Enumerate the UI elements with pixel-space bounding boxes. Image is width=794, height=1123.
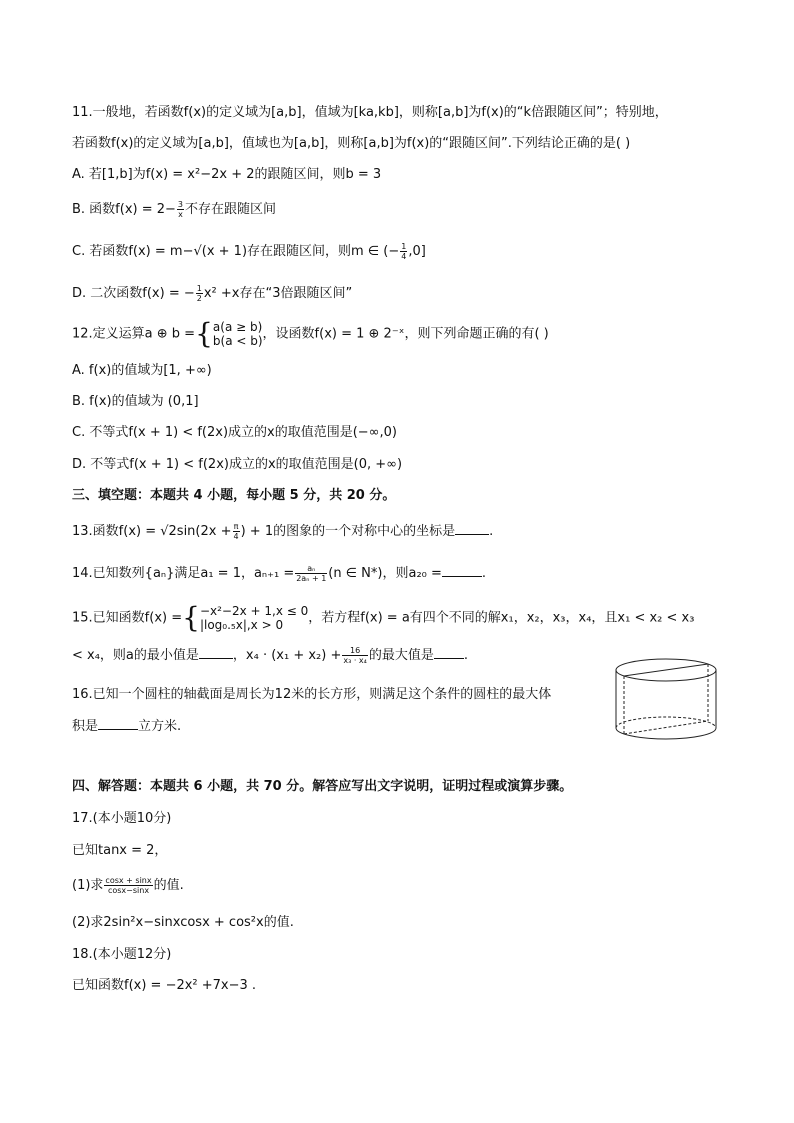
q15-cases	[200, 604, 308, 632]
fraction-numerator: cosx + sinx	[105, 876, 152, 885]
q12-option-b: B. f(x)的值域为 (0,1]	[72, 394, 199, 409]
q14	[72, 564, 486, 583]
left-brace-icon: {	[195, 317, 213, 350]
q11-option-d-fraction	[196, 284, 203, 303]
answer-blank[interactable]	[442, 564, 482, 577]
q18-title: 18.(本小题12分)	[72, 947, 172, 962]
q17-title: 17.(本小题10分)	[72, 811, 172, 826]
fraction-denominator: 2	[196, 294, 202, 303]
q17-part2: (2)求2sin²x−sinxcosx + cos²x的值.	[72, 915, 294, 930]
q12-option-d: D. 不等式f(x + 1) < f(2x)成立的x的取值范围是(0, +∞)	[72, 457, 403, 472]
fraction-denominator: x₃ · x₄	[343, 656, 367, 665]
q12-cases	[213, 320, 263, 348]
q11-option-c	[72, 242, 426, 261]
q15-pre: 15.已知函数f(x) =	[72, 610, 183, 626]
q11-option-d-pre: D. 二次函数f(x) = −	[72, 286, 195, 301]
q11-option-b	[72, 200, 276, 219]
fraction-denominator: cosx−sinx	[107, 886, 150, 895]
fraction-numerator: 1	[196, 284, 202, 293]
answer-blank[interactable]	[434, 646, 464, 659]
q12-option-c: C. 不等式f(x + 1) < f(2x)成立的x的取值范围是(−∞,0)	[72, 425, 397, 440]
cylinder-figure	[612, 656, 722, 744]
q15-case-1: −x²−2x + 1,x ≤ 0	[199, 604, 309, 618]
q12-case-1: a(a ≥ b)	[212, 320, 263, 334]
q16-line2-pre: 积是	[72, 719, 99, 734]
q12-stem	[72, 317, 549, 350]
q11-option-b-pre: B. 函数f(x) = 2−	[72, 202, 176, 217]
q17-part1-post: 的值.	[153, 878, 184, 893]
q15-line2-post: 的最大值是	[368, 648, 434, 663]
q15-post: ，若方程f(x) = a有四个不同的解x₁，x₂，x₃，x₄，且x₁ < x₂ < x₃	[308, 610, 695, 626]
q12-stem-post: ，设函数f(x) = 1 ⊕ 2⁻ˣ，则下列命题正确的有( )	[262, 326, 549, 342]
answer-blank[interactable]	[455, 522, 489, 535]
q14-fraction	[295, 564, 327, 583]
q11-option-c-post: ,0]	[408, 244, 426, 259]
q15-case-2: |log₀.₅x|,x > 0	[199, 618, 284, 632]
q11-option-c-pre: C. 若函数f(x) = m−√(x + 1)存在跟随区间，则m ∈ (−	[72, 244, 400, 259]
q15-line2-pre: < x₄，则a的最小值是	[72, 648, 199, 663]
fraction-denominator: 2aₙ + 1	[296, 574, 327, 583]
q18-given: 已知函数f(x) = −2x² +7x−3 .	[72, 978, 257, 993]
q17-part1-fraction	[104, 876, 152, 895]
q15-line2	[72, 646, 468, 665]
q16-line1: 16.已知一个圆柱的轴截面是周长为12米的长方形，则满足这个条件的圆柱的最大体	[72, 687, 552, 702]
q13-fraction	[233, 522, 240, 541]
q11-option-c-fraction	[400, 242, 407, 261]
fraction-denominator: 4	[233, 532, 239, 541]
q13-end: .	[489, 524, 494, 539]
q11-option-d-post: x² +x存在“3倍跟随区间”	[203, 286, 353, 301]
fraction-denominator: 4	[401, 252, 407, 261]
q14-pre: 14.已知数列{aₙ}满足a₁ = 1，aₙ₊₁ =	[72, 566, 295, 581]
fraction-numerator: 1	[401, 242, 407, 251]
q15-line2-mid: ，x₄ · (x₁ + x₂) +	[232, 648, 342, 663]
q15-end: .	[463, 648, 469, 663]
fraction-denominator: x	[178, 210, 183, 219]
q17-given: 已知tanx = 2，	[72, 843, 168, 858]
q11-option-a: A. 若[1,b]为f(x) = x²−2x + 2的跟随区间，则b = 3	[72, 167, 382, 182]
answer-blank[interactable]	[199, 646, 233, 659]
q12-option-a: A. f(x)的值域为[1, +∞)	[72, 363, 212, 378]
q12-case-2: b(a < b)	[212, 334, 263, 348]
fraction-numerator: 16	[342, 646, 368, 656]
q11-stem-line2: 若函数f(x)的定义域为[a,b]，值域也为[a,b]，则称[a,b]为f(x)的“跟随区间”.下列结论正确的是( )	[72, 136, 631, 151]
q11-stem-line1: 11.一般地，若函数f(x)的定义域为[a,b]，值域为[ka,kb]，则称[a,b]为f(x)的“k倍跟随区间”；特别地，	[72, 105, 668, 120]
q17-part1-pre: (1)求	[72, 878, 104, 893]
q17-part1	[72, 876, 184, 895]
fraction-numerator: aₙ	[295, 564, 327, 574]
q14-post: (n ∈ N*)，则a₂₀ =	[328, 566, 442, 581]
answer-blank[interactable]	[98, 717, 138, 730]
q14-end: .	[481, 566, 487, 581]
q16-line2-post: 立方米.	[138, 719, 182, 734]
q15-line1	[72, 601, 695, 634]
fraction-numerator: π	[233, 522, 239, 531]
q12-stem-pre: 12.定义运算a ⊕ b =	[72, 326, 196, 342]
section-3-heading: 三、填空题：本题共 4 小题，每小题 5 分，共 20 分。	[72, 488, 396, 503]
q13-post: ) + 1的图象的一个对称中心的坐标是	[240, 524, 456, 539]
q11-option-b-fraction	[177, 200, 184, 219]
q11-option-d	[72, 284, 352, 303]
fraction-numerator: 3	[177, 200, 184, 209]
q13	[72, 522, 493, 541]
q15-fraction	[342, 646, 368, 665]
q13-pre: 13.函数f(x) = √2sin(2x +	[72, 524, 232, 539]
section-4-heading: 四、解答题：本题共 6 小题，共 70 分。解答应写出文字说明，证明过程或演算步骤。	[72, 779, 573, 794]
q16-line2	[72, 717, 181, 736]
q11-option-b-post: 不存在跟随区间	[185, 202, 277, 217]
left-brace-icon: {	[182, 601, 200, 634]
